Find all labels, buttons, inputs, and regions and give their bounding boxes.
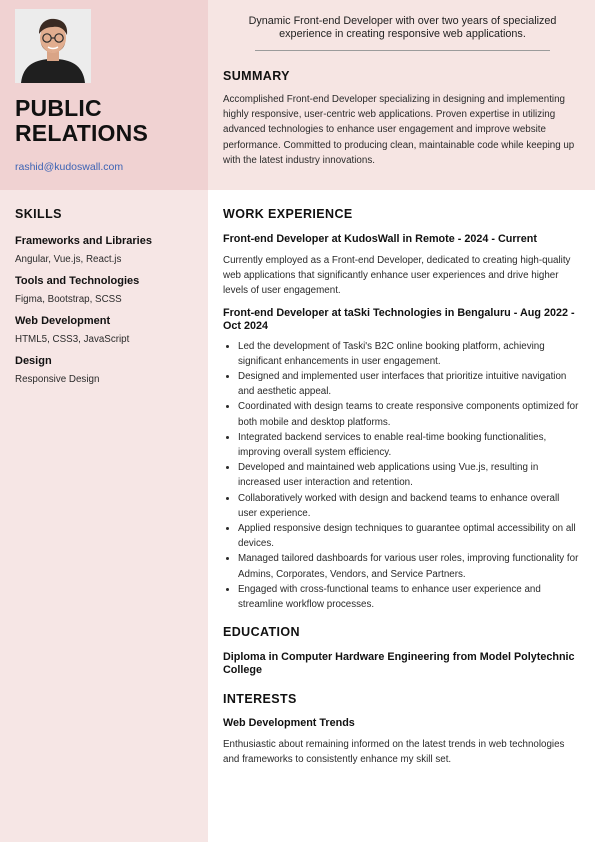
profile-title [15, 96, 200, 146]
job-title: Front-end Developer at taSki Technologies in Bengaluru - Aug 2022 - Oct 2024 [223, 306, 575, 332]
job-bullet: • Applied responsive design techniques to guarantee optimal accessibility on all devices. [238, 521, 579, 551]
summary-section [223, 69, 578, 168]
education-heading: EDUCATION [223, 625, 300, 639]
work-experience-heading: WORK EXPERIENCE [223, 207, 353, 221]
job-bullet: • Integrated backend services to enable real-time booking functionalities, improving overall system efficiency. [238, 430, 579, 460]
profile-title-line2: RELATIONS [15, 120, 148, 146]
job-bullet: • Developed and maintained web applications using Vue.js, resulting in increased user interaction and retention. [238, 460, 579, 490]
education-section [223, 625, 579, 677]
skills-section [15, 207, 200, 385]
job-description: Currently employed as a Front-end Developer, dedicated to creating high-quality web applications that significantly enhance user experiences and drive higher levels of user engagement. [223, 255, 571, 297]
education-degree: Diploma in Computer Hardware Engineering from Model Polytechnic College [223, 651, 575, 676]
skill-category: Web Development [15, 315, 111, 327]
interest-text: Enthusiastic about remaining informed on the latest trends in web technologies and frameworks to consistently enhance my skill set. [223, 739, 565, 766]
skill-category: Tools and Technologies [15, 275, 140, 287]
skill-category: Design [15, 355, 52, 367]
skills-heading: SKILLS [15, 207, 62, 221]
skill-values: Figma, Bootstrap, SCSS [15, 294, 122, 305]
skill-values: Responsive Design [15, 374, 100, 385]
work-experience-section [223, 207, 579, 612]
tagline: Dynamic Front-end Developer with over two years of specialized experience in creating responsive web applications. [248, 15, 557, 40]
job-bullet-list [223, 339, 579, 613]
profile-photo-illustration [15, 9, 91, 83]
job-bullet: • Collaboratively worked with design and backend teams to enhance overall user experience. [238, 491, 579, 521]
job-bullet: • Coordinated with design teams to create responsive components optimized for both mobile and desktop platforms. [238, 399, 579, 429]
interests-section [223, 692, 579, 767]
email-link[interactable]: rashid@kudoswall.com [15, 161, 124, 173]
job-bullet: • Managed tailored dashboards for various user roles, improving functionality for Admins, Corporates, Vendors, and Service Partners. [238, 551, 579, 581]
job-bullet: • Led the development of Taski's B2C online booking platform, achieving significant enhancements in user engagement. [238, 339, 579, 369]
job-bullet: • Designed and implemented user interfaces that prioritize intuitive navigation and aesthetic appeal. [238, 369, 579, 399]
summary-heading: SUMMARY [223, 69, 290, 83]
interest-title: Web Development Trends [223, 717, 355, 729]
job-title: Front-end Developer at KudosWall in Remote - 2024 - Current [223, 233, 537, 245]
job-bullet: • Engaged with cross-functional teams to enhance user experience and streamline workflow processes. [238, 582, 579, 612]
skill-values: Angular, Vue.js, React.js [15, 254, 122, 265]
profile-title-line1: PUBLIC [15, 95, 102, 121]
skill-values: HTML5, CSS3, JavaScript [15, 334, 130, 345]
tagline-divider [255, 50, 550, 51]
interests-heading: INTERESTS [223, 692, 297, 706]
skill-category: Frameworks and Libraries [15, 235, 152, 247]
summary-text: Accomplished Front-end Developer specializing in designing and implementing highly responsive, user-centric web applications. Proven expertise in utilizing advanced technologies to enhance user engagement and improve website performance. Committed to producing clean, maintainable code while keeping up with the latest industry innovations. [223, 94, 575, 166]
profile-photo [15, 9, 91, 83]
